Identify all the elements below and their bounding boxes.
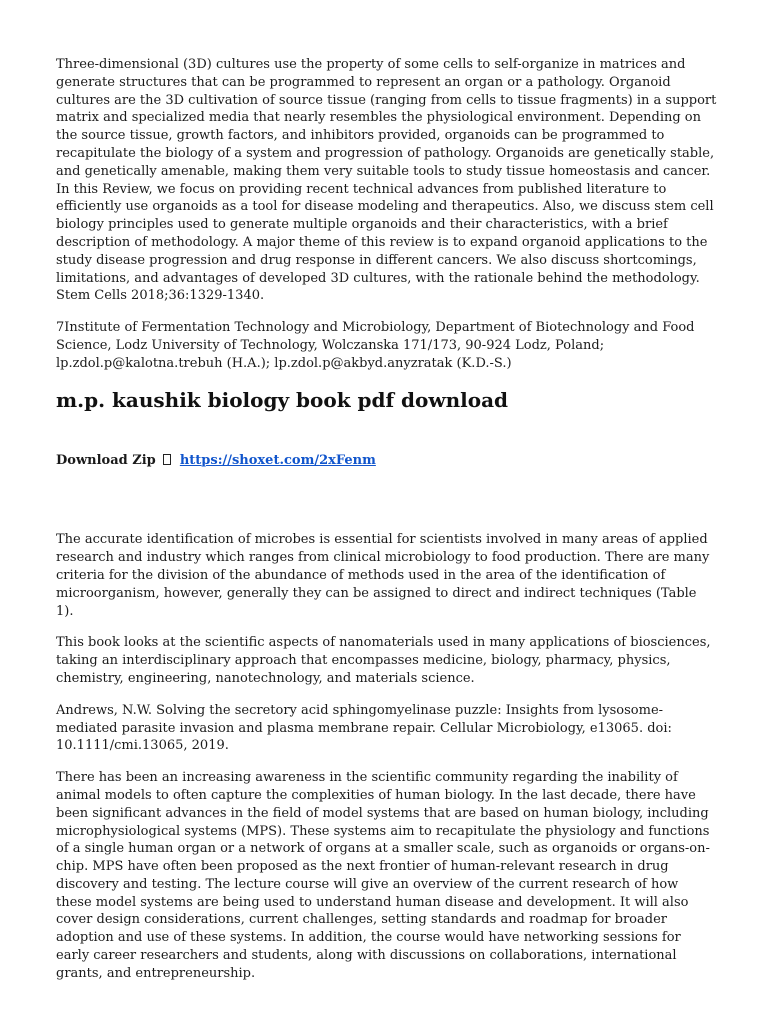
body-paragraph-reference: Andrews, N.W. Solving the secretory acid sphingomyelinase puzzle: Insights from lysosome-mediated parasite invasion and plasma membrane repair. Cellular Microbiology, e13065. doi: 10.1111/cmi.13065, 2019. bbox=[56, 702, 672, 754]
body-paragraph-mps: There has been an increasing awareness in the scientific community regarding the inability of animal models to often capture the complexities of human biology. In the last decade, there have been significant advances in the field of model systems that are based on human biology, including microphysiological systems (MPS). These systems aim to recapitulate the physiology and functions of a single human organ or a network of organs at a smaller scale, such as organoids or organs-on-chip. MPS have often been proposed as the next frontier of human-relevant research in drug discovery and testing. The lecture course will give an overview of the current research of how these model systems are being used to understand human disease and development. It will also cover design considerations, current challenges, setting standards and roadmap for broader adoption and use of these systems. In addition, the course would have networking sessions for early career researchers and students, along with discussions on collaborations, international grants, and entrepreneurship. bbox=[56, 770, 710, 981]
download-link[interactable]: https://shoxet.com/2xFenm bbox=[179, 452, 376, 468]
affiliation-paragraph: 7Institute of Fermentation Technology and Microbiology, Department of Biotechnology and Food Science, Lodz University of Technology, Wolczanska 171/173, 90-924 Lodz, Poland; lp.zdol.p@kalotna.trebuh (H.A.); lp.zdol.p@akbyd.anyzratak (K.D.-S.) bbox=[56, 320, 695, 371]
missing-glyph-icon bbox=[163, 454, 171, 465]
intro-paragraph: Three-dimensional (3D) cultures use the property of some cells to self-organize in matrices and generate structures that can be programmed to represent an organ or a pathology. Organoid cultures are the 3D cultivation of source tissue (ranging from cells to tissue fragments) in a support matrix and specialized media that nearly resembles the physiological environment. Depending on the source tissue, growth factors, and inhibitors provided, organoids can be programmed to recapitulate the biology of a system and progression of pathology. Organoids are genetically stable, and genetically amenable, making them very suitable tools to study tissue homeostasis and cancer. In this Review, we focus on providing recent technical advances from published literature to efficiently use organoids as a tool for disease modeling and therapeutics. Also, we discuss stem cell biology principles used to generate multiple organoids and their characteristics, with a brief description of methodology. A major theme of this review is to expand organoid applications to the study disease progression and drug response in different cancers. We also discuss shortcomings, limitations, and advantages of developed 3D cultures, with the rationale behind the methodology. Stem Cells 2018;36:1329-1340. bbox=[56, 57, 717, 304]
download-label: Download Zip bbox=[56, 452, 156, 468]
document-page bbox=[56, 56, 718, 997]
body-paragraph-nanomaterials: This book looks at the scientific aspects of nanomaterials used in many applications of biosciences, taking an interdisciplinary approach that encompasses medicine, biology, pharmacy, physics, chemistry, engineering, nanotechnology, and materials science. bbox=[56, 635, 711, 686]
download-line bbox=[56, 452, 718, 470]
page-title: m.p. kaushik biology book pdf download bbox=[56, 387, 509, 412]
body-paragraph-microbes: The accurate identification of microbes is essential for scientists involved in many areas of applied research and industry which ranges from clinical microbiology to food production. There are many criteria for the division of the abundance of methods used in the area of the identification of microorganism, however, generally they can be assigned to direct and indirect techniques (Table 1). bbox=[56, 532, 710, 619]
spacer bbox=[56, 469, 718, 531]
